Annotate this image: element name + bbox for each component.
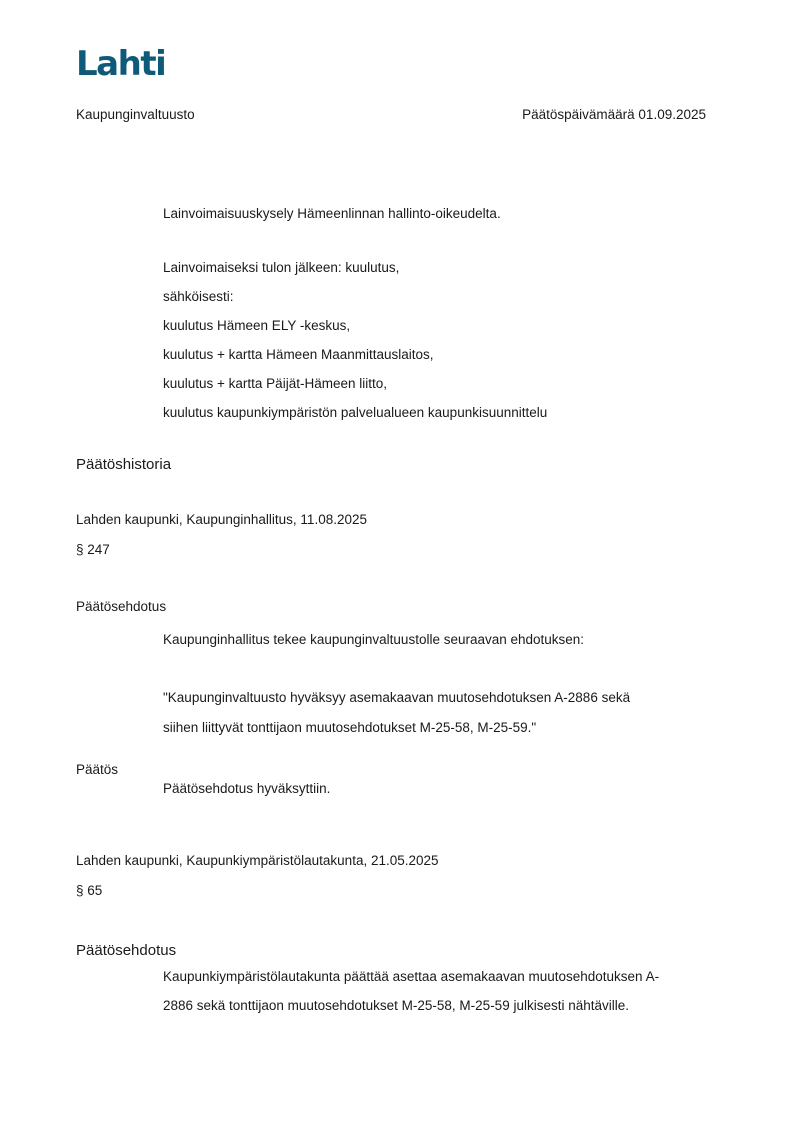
decision-history-heading: Päätöshistoria [76,456,172,473]
proposal-quote-line: "Kaupunginvaltuusto hyväksyy asemakaavan muutosehdotuksen A-2886 sekä [163,690,631,705]
proposal-quote-line: siihen liittyvät tonttijaon muutosehdotukset M-25-58, M-25-59." [163,720,537,735]
history-entry-paragraph: § 65 [76,883,103,898]
lahti-logo: Lahti [76,44,166,84]
proposal-label: Päätösehdotus [76,599,167,614]
history-entry-source: Lahden kaupunki, Kaupunkiympäristölautakunta, 21.05.2025 [76,853,439,868]
history-entry-source: Lahden kaupunki, Kaupunginhallitus, 11.08.2025 [76,512,367,527]
notice-line: kuulutus + kartta Hämeen Maanmittauslaitos, [163,347,434,362]
proposal-label: Päätösehdotus [76,942,177,959]
intro-line: Lainvoimaisuuskysely Hämeenlinnan hallinto-oikeudelta. [163,206,501,221]
decision-label: Päätös [76,762,119,777]
notice-line: sähköisesti: [163,289,234,304]
notice-line: kuulutus kaupunkiympäristön palvelualueen kaupunkisuunnittelu [163,405,548,420]
history-entry-paragraph: § 247 [76,542,110,557]
proposal-text-line: Kaupunkiympäristölautakunta päättää asettaa asemakaavan muutosehdotuksen A- [163,969,660,984]
notice-line: kuulutus + kartta Päijät-Hämeen liitto, [163,376,387,391]
header-body-name: Kaupunginvaltuusto [76,107,195,122]
proposal-text: Kaupunginhallitus tekee kaupunginvaltuustolle seuraavan ehdotuksen: [163,632,585,647]
decision-text: Päätösehdotus hyväksyttiin. [163,781,331,796]
notice-line: kuulutus Hämeen ELY -keskus, [163,318,351,333]
notice-line: Lainvoimaiseksi tulon jälkeen: kuulutus, [163,260,400,275]
proposal-text-line: 2886 sekä tonttijaon muutosehdotukset M-25-58, M-25-59 julkisesti nähtäville. [163,998,630,1013]
header-decision-date: Päätöspäivämäärä 01.09.2025 [522,107,706,122]
